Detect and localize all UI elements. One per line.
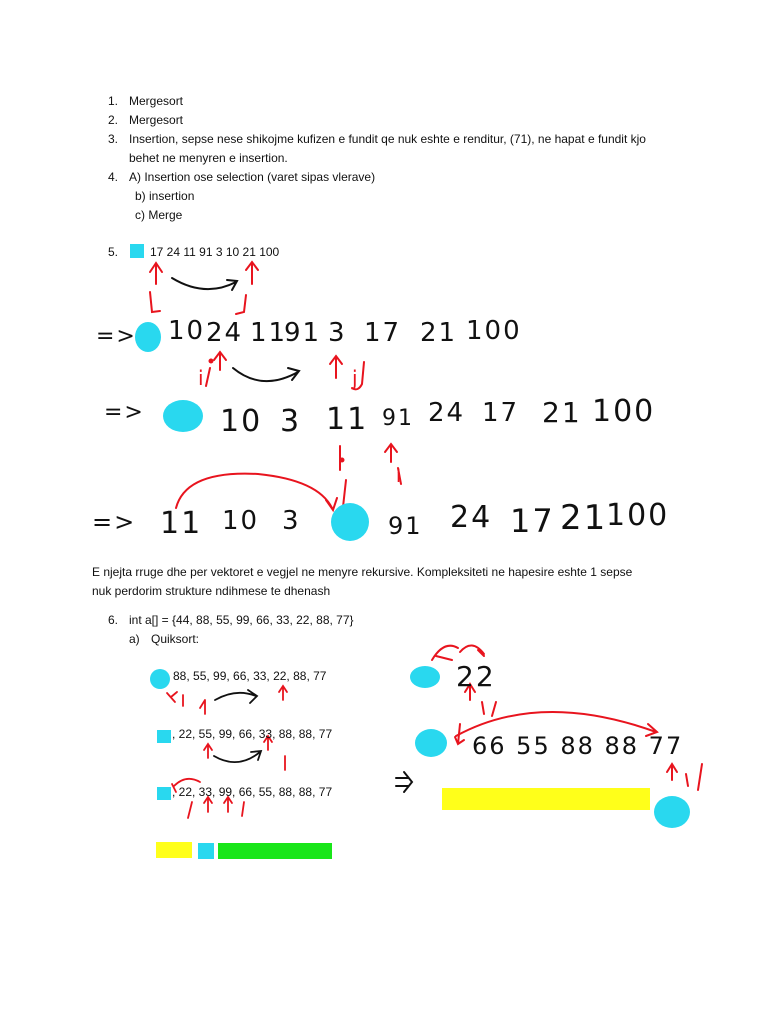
paragraph-line-1: E njejta rruge dhe per vektoret e vegjel ne menyre rekursive. Kompleksiteti ne hapesire eshte 1 sepse — [92, 565, 633, 579]
hand-row3-v1: 10 — [222, 506, 260, 536]
annot-i-row2: i — [396, 466, 404, 487]
hand-row2 — [220, 394, 680, 438]
highlight-green — [218, 843, 332, 859]
hand-row3-v3: 91 — [388, 512, 423, 540]
hand-row3-v2: 3 — [282, 506, 301, 536]
pivot-mark-step2 — [157, 730, 171, 743]
hand-row2-v6: 21 — [542, 396, 582, 429]
hand-arrow-row1: => — [96, 324, 137, 349]
hand-row3-v6: 21 — [560, 498, 608, 538]
list-num-6: 6. — [107, 613, 118, 627]
list-item-1: Mergesort — [129, 94, 184, 108]
right-pivot-3 — [654, 796, 690, 828]
list-item-4-sub-c: c) Merge — [135, 208, 183, 222]
quicksort-step-2: , 22, 55, 99, 66, 33, 88, 88, 77 — [172, 727, 333, 741]
hand-row3-v7: 100 — [606, 498, 670, 533]
hand-row3-v5: 17 — [510, 502, 555, 540]
hand-row1-v6: 21 — [420, 318, 458, 348]
pivot-blob-row2 — [163, 400, 203, 432]
list-item-2: Mergesort — [129, 113, 184, 127]
quicksort-step-1: 88, 55, 99, 66, 33, 22, 88, 77 — [173, 669, 327, 683]
hand-row2-v0: 10 — [220, 404, 263, 439]
hand-row2-v5: 17 — [482, 398, 520, 428]
hand-row3 — [160, 498, 680, 546]
annot-i-row1: i — [198, 366, 206, 390]
quicksort-step-3: , 22, 33, 99, 66, 55, 88, 88, 77 — [172, 785, 333, 799]
hand-arrow-row2: => — [104, 400, 145, 425]
hand-row1-v3: 91 — [284, 318, 322, 348]
hand-row1-v5: 17 — [364, 318, 402, 348]
hand-arrow-row3: => — [92, 508, 137, 536]
highlight-yellow-right — [442, 788, 650, 810]
list-item-5-array: 17 24 11 91 3 10 21 100 — [150, 245, 280, 259]
hand-row2-v1: 3 — [280, 404, 302, 439]
hand-row2-v7: 100 — [592, 394, 656, 429]
sub-label-a: a) — [129, 632, 140, 646]
list-num-4: 4. — [107, 170, 118, 184]
hand-row2-v3: 91 — [382, 406, 414, 431]
list-num-2: 2. — [107, 113, 118, 127]
hand-row1-v4: 3 — [328, 318, 347, 348]
list-num-5: 5. — [107, 245, 118, 259]
hand-row1-v0: 10 — [168, 316, 206, 346]
hand-row3-v0: 11 — [160, 506, 203, 541]
hand-row3-v4: 24 — [450, 500, 493, 535]
hand-row2-v2: 11 — [326, 402, 369, 437]
final-pivot-mark — [198, 843, 214, 859]
pivot-blob-row1 — [135, 322, 161, 352]
list-item-4-sub-b: b) insertion — [135, 189, 195, 203]
hand-row1-v1: 24 — [206, 318, 244, 348]
right-pivot-1 — [410, 666, 440, 688]
quicksort-heading: Quiksort: — [151, 632, 200, 646]
list-item-3: Insertion, sepse nese shikojme kufizen e fundit qe nuk eshte e renditur, (71), ne hapat e fundit kjo — [129, 132, 646, 146]
array-declaration: int a[] = {44, 88, 55, 99, 66, 33, 22, 88, 77} — [129, 613, 354, 627]
list-num-1: 1. — [107, 94, 118, 108]
hand-row1 — [168, 316, 528, 352]
right-pivot-2 — [415, 729, 447, 757]
list-num-3: 3. — [107, 132, 118, 146]
list-item-3-cont: behet ne menyren e insertion. — [129, 151, 288, 165]
right-value-22: 22 — [456, 660, 496, 693]
list-item-4: A) Insertion ose selection (varet sipas vlerave) — [129, 170, 376, 184]
hand-row1-v7: 100 — [466, 316, 522, 346]
hand-row2-v4: 24 — [428, 398, 466, 428]
paragraph-line-2: nuk perdorim strukture ndihmese te dhenash — [92, 584, 331, 598]
hand-row1-v2: 11 — [250, 318, 288, 348]
pivot-mark-step1 — [150, 669, 170, 689]
pivot-mark-step3 — [157, 787, 171, 800]
right-array-row: 66 55 88 88 77 — [472, 732, 684, 760]
highlight-yellow-left — [156, 842, 192, 858]
annot-j-row1: j — [352, 366, 360, 390]
